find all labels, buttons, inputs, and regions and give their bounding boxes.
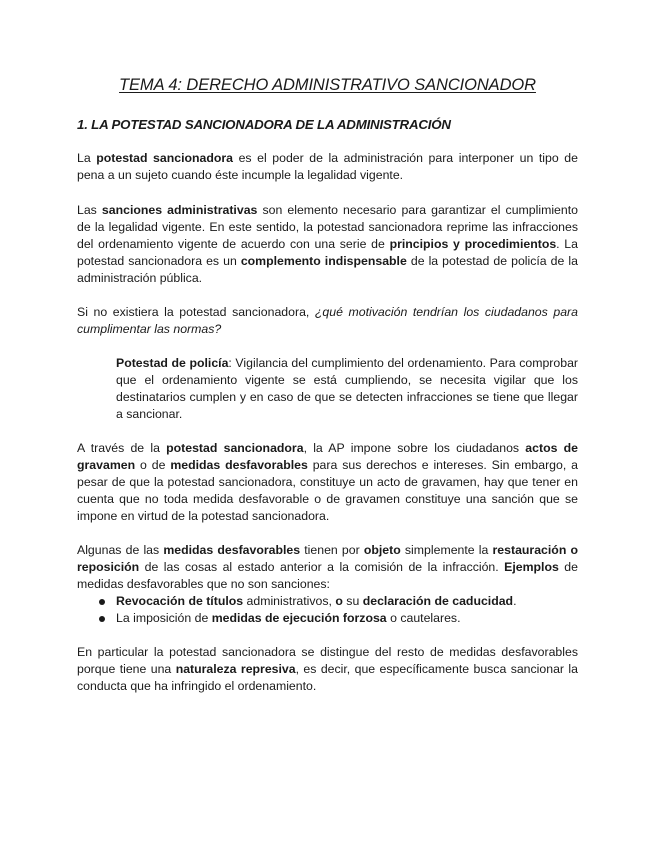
list-item: La imposición de medidas de ejecución forzosa o cautelares. xyxy=(77,610,578,627)
paragraph-4-indented: Potestad de policía: Vigilancia del cumplimiento del ordenamiento. Para comprobar que el ordenamiento vigente se está cumpliendo, se necesita vigilar que los destinatarios cumplen y en caso de que se detecten infracciones se tiene que llegar a sancionar. xyxy=(116,356,578,421)
paragraph-1: La potestad sancionadora es el poder de la administración para interponer un tipo de pena a un sujeto cuando éste incumple la legalidad vigente. xyxy=(77,151,578,182)
document-title: TEMA 4: DERECHO ADMINISTRATIVO SANCIONADOR xyxy=(119,76,536,94)
paragraph-2: Las sanciones administrativas son elemento necesario para garantizar el cumplimiento de la legalidad vigente. En este sentido, la potestad sancionadora reprime las infracciones del ordenamiento vigente de acuerdo con una serie de principios y procedimientos. La potestad sancionadora es un complemento indispensable de la potestad de policía de la administración pública. xyxy=(77,203,578,285)
section-heading: 1. LA POTESTAD SANCIONADORA DE LA ADMINISTRACIÓN xyxy=(77,117,451,132)
paragraph-3: Si no existiera la potestad sancionadora, ¿qué motivación tendrían los ciudadanos para cumplimentar las normas? xyxy=(77,305,578,336)
paragraph-5: A través de la potestad sancionadora, la AP impone sobre los ciudadanos actos de gravamen o de medidas desfavorables para sus derechos e intereses. Sin embargo, a pesar de que la potestad sancionadora, constituye un acto de gravamen, hay que tener en cuenta que no toda medida desfavorable o de gravamen constituye una sanción que se impone en virtud de la potestad sancionadora. xyxy=(77,441,578,523)
bullet-list xyxy=(77,593,578,627)
bullet-icon xyxy=(99,616,105,622)
paragraph-6: Algunas de las medidas desfavorables tienen por objeto simplemente la restauración o reposición de las cosas al estado anterior a la comisión de la infracción. Ejemplos de medidas desfavorables que no son sanciones: xyxy=(77,543,578,591)
bullet-icon xyxy=(99,599,105,605)
list-item: Revocación de títulos administrativos, o su declaración de caducidad. xyxy=(77,593,578,610)
paragraph-7: En particular la potestad sancionadora se distingue del resto de medidas desfavorables porque tiene una naturaleza represiva, es decir, que específicamente busca sancionar la conducta que ha infringido el ordenamiento. xyxy=(77,645,578,693)
